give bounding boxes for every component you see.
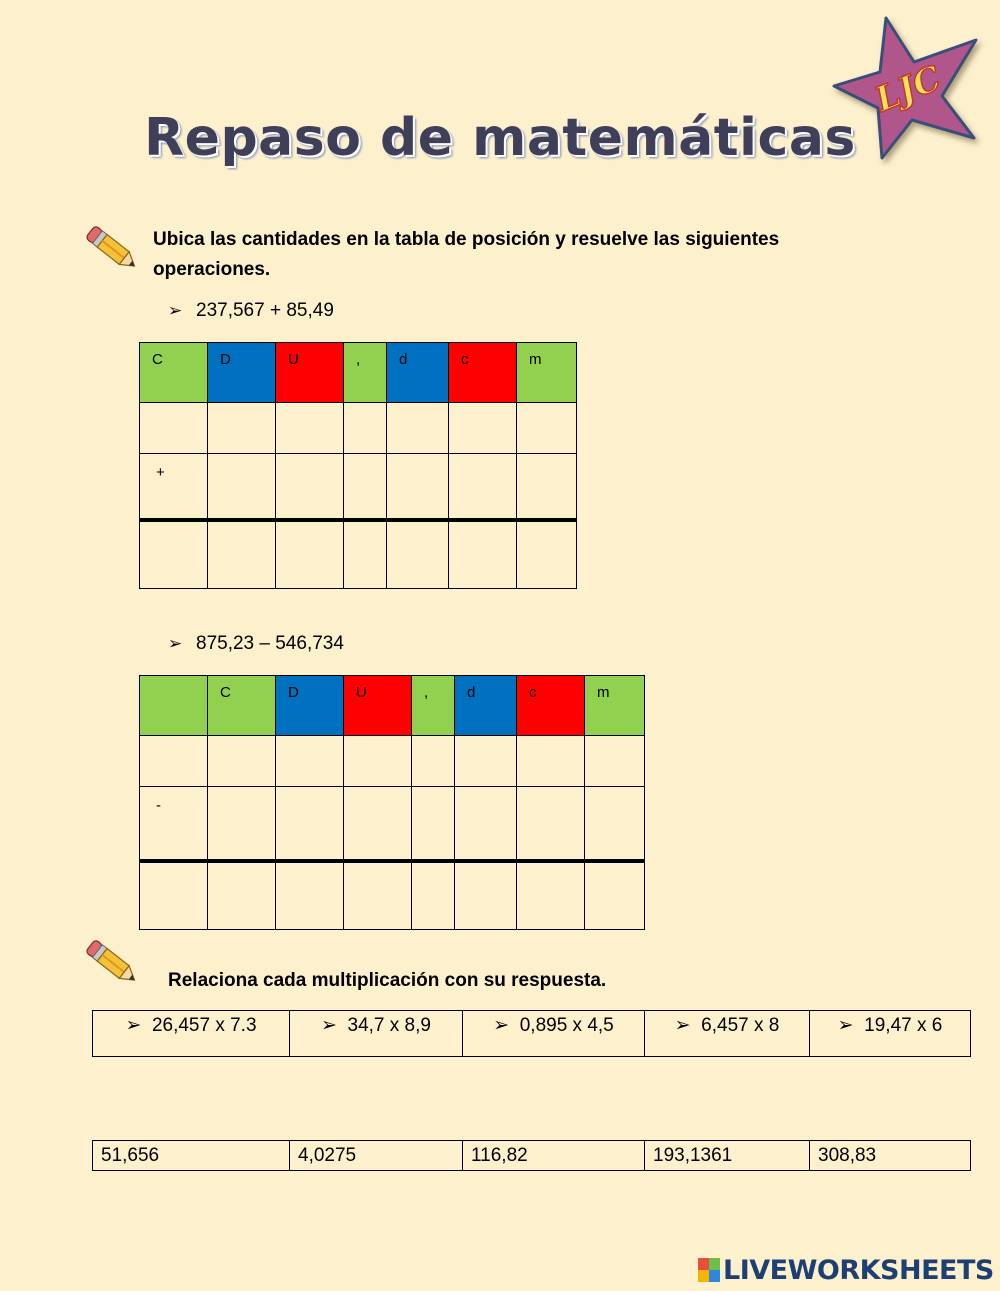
header-cell: , <box>344 343 387 403</box>
pencil-icon <box>80 934 142 992</box>
answer-cell[interactable] <box>412 787 455 862</box>
operation-1-expression: 237,567 + 85,49 <box>196 300 334 321</box>
result-cell[interactable] <box>455 861 517 930</box>
answer-cell[interactable] <box>412 736 455 787</box>
answer-cell[interactable] <box>517 403 577 454</box>
header-cell: D <box>208 343 276 403</box>
answer-cell[interactable] <box>208 454 276 521</box>
multiplication-cell[interactable] <box>810 1011 971 1057</box>
result-cell[interactable] <box>276 861 344 930</box>
answer-cell[interactable] <box>585 736 645 787</box>
result-cell[interactable] <box>387 520 449 589</box>
operation-2 <box>168 633 344 655</box>
minus-sign: - <box>140 787 208 862</box>
result-cell[interactable] <box>517 520 577 589</box>
instruction-1 <box>153 225 853 285</box>
answer-cell[interactable] <box>344 454 387 521</box>
result-cell[interactable] <box>344 520 387 589</box>
instruction-2: Relaciona cada multiplicación con su respuesta. <box>168 970 607 991</box>
bullet-arrow-icon: ➢ <box>125 1015 142 1036</box>
answer-option[interactable]: 308,83 <box>810 1141 971 1171</box>
header-cell: C <box>140 343 208 403</box>
multiplication-cell[interactable] <box>93 1011 290 1057</box>
header-cell: U <box>276 343 344 403</box>
answers-table <box>92 1140 971 1171</box>
answer-cell[interactable] <box>140 736 208 787</box>
operation-1 <box>168 300 334 322</box>
answer-cell[interactable] <box>517 787 585 862</box>
result-cell[interactable] <box>276 520 344 589</box>
badge-text: LJC <box>869 58 947 121</box>
answer-cell[interactable] <box>455 787 517 862</box>
answer-option[interactable]: 4,0275 <box>290 1141 463 1171</box>
answer-cell[interactable] <box>387 454 449 521</box>
multiplication-text: 6,457 x 8 <box>701 1015 780 1036</box>
instruction-1-line1: Ubica las cantidades en la tabla de posición y resuelve las siguientes <box>153 229 780 250</box>
result-cell[interactable] <box>517 861 585 930</box>
answer-cell[interactable] <box>276 403 344 454</box>
header-cell: m <box>585 676 645 736</box>
result-cell[interactable] <box>585 861 645 930</box>
answer-option[interactable]: 51,656 <box>93 1141 290 1171</box>
answer-cell[interactable] <box>208 787 276 862</box>
answer-option[interactable]: 193,1361 <box>645 1141 810 1171</box>
header-cell: , <box>412 676 455 736</box>
multiplication-cell[interactable] <box>645 1011 810 1057</box>
answer-cell[interactable] <box>517 736 585 787</box>
result-cell[interactable] <box>208 520 276 589</box>
answer-cell[interactable] <box>140 403 208 454</box>
result-cell[interactable] <box>449 520 517 589</box>
answer-cell[interactable] <box>344 403 387 454</box>
logo-mark-icon <box>698 1258 720 1282</box>
multiplication-table <box>92 1010 971 1057</box>
answer-cell[interactable] <box>344 736 412 787</box>
bullet-arrow-icon: ➢ <box>493 1015 510 1036</box>
pencil-icon <box>80 220 142 278</box>
answer-cell[interactable] <box>208 403 276 454</box>
result-cell[interactable] <box>344 861 412 930</box>
liveworksheets-logo <box>698 1255 994 1285</box>
answer-cell[interactable] <box>585 787 645 862</box>
answer-cell[interactable] <box>455 736 517 787</box>
header-cell: m <box>517 343 577 403</box>
header-cell: d <box>455 676 517 736</box>
header-cell: c <box>449 343 517 403</box>
bullet-arrow-icon: ➢ <box>837 1015 854 1036</box>
answer-cell[interactable] <box>276 736 344 787</box>
bullet-arrow-icon: ➢ <box>168 634 183 653</box>
operation-2-expression: 875,23 – 546,734 <box>196 633 344 654</box>
multiplication-text: 19,47 x 6 <box>864 1015 943 1036</box>
result-cell[interactable] <box>140 520 208 589</box>
header-cell: d <box>387 343 449 403</box>
answer-cell[interactable] <box>387 403 449 454</box>
multiplication-text: 34,7 x 8,9 <box>347 1015 431 1036</box>
multiplication-text: 0,895 x 4,5 <box>519 1015 614 1036</box>
result-cell[interactable] <box>412 861 455 930</box>
answer-cell[interactable] <box>208 736 276 787</box>
answer-cell[interactable] <box>276 787 344 862</box>
logo-text: LIVEWORKSHEETS <box>723 1254 994 1286</box>
plus-sign: + <box>140 454 208 521</box>
multiplication-cell[interactable] <box>463 1011 645 1057</box>
header-cell <box>140 676 208 736</box>
answer-cell[interactable] <box>449 454 517 521</box>
instruction-1-line2: operaciones. <box>153 259 271 280</box>
star-badge-icon <box>828 10 988 166</box>
header-cell: D <box>276 676 344 736</box>
multiplication-text: 26,457 x 7.3 <box>151 1015 257 1036</box>
header-cell: C <box>208 676 276 736</box>
answer-cell[interactable] <box>344 787 412 862</box>
place-value-table-1 <box>139 342 577 589</box>
bullet-arrow-icon: ➢ <box>168 301 183 320</box>
page-title: Repaso de matemáticas <box>144 108 856 168</box>
result-cell[interactable] <box>140 861 208 930</box>
multiplication-cell[interactable] <box>290 1011 463 1057</box>
header-cell: c <box>517 676 585 736</box>
answer-cell[interactable] <box>449 403 517 454</box>
bullet-arrow-icon: ➢ <box>321 1015 337 1036</box>
place-value-table-2 <box>139 675 645 930</box>
answer-cell[interactable] <box>517 454 577 521</box>
answer-cell[interactable] <box>276 454 344 521</box>
header-cell: U <box>344 676 412 736</box>
result-cell[interactable] <box>208 861 276 930</box>
answer-option[interactable]: 116,82 <box>463 1141 645 1171</box>
bullet-arrow-icon: ➢ <box>674 1015 691 1036</box>
